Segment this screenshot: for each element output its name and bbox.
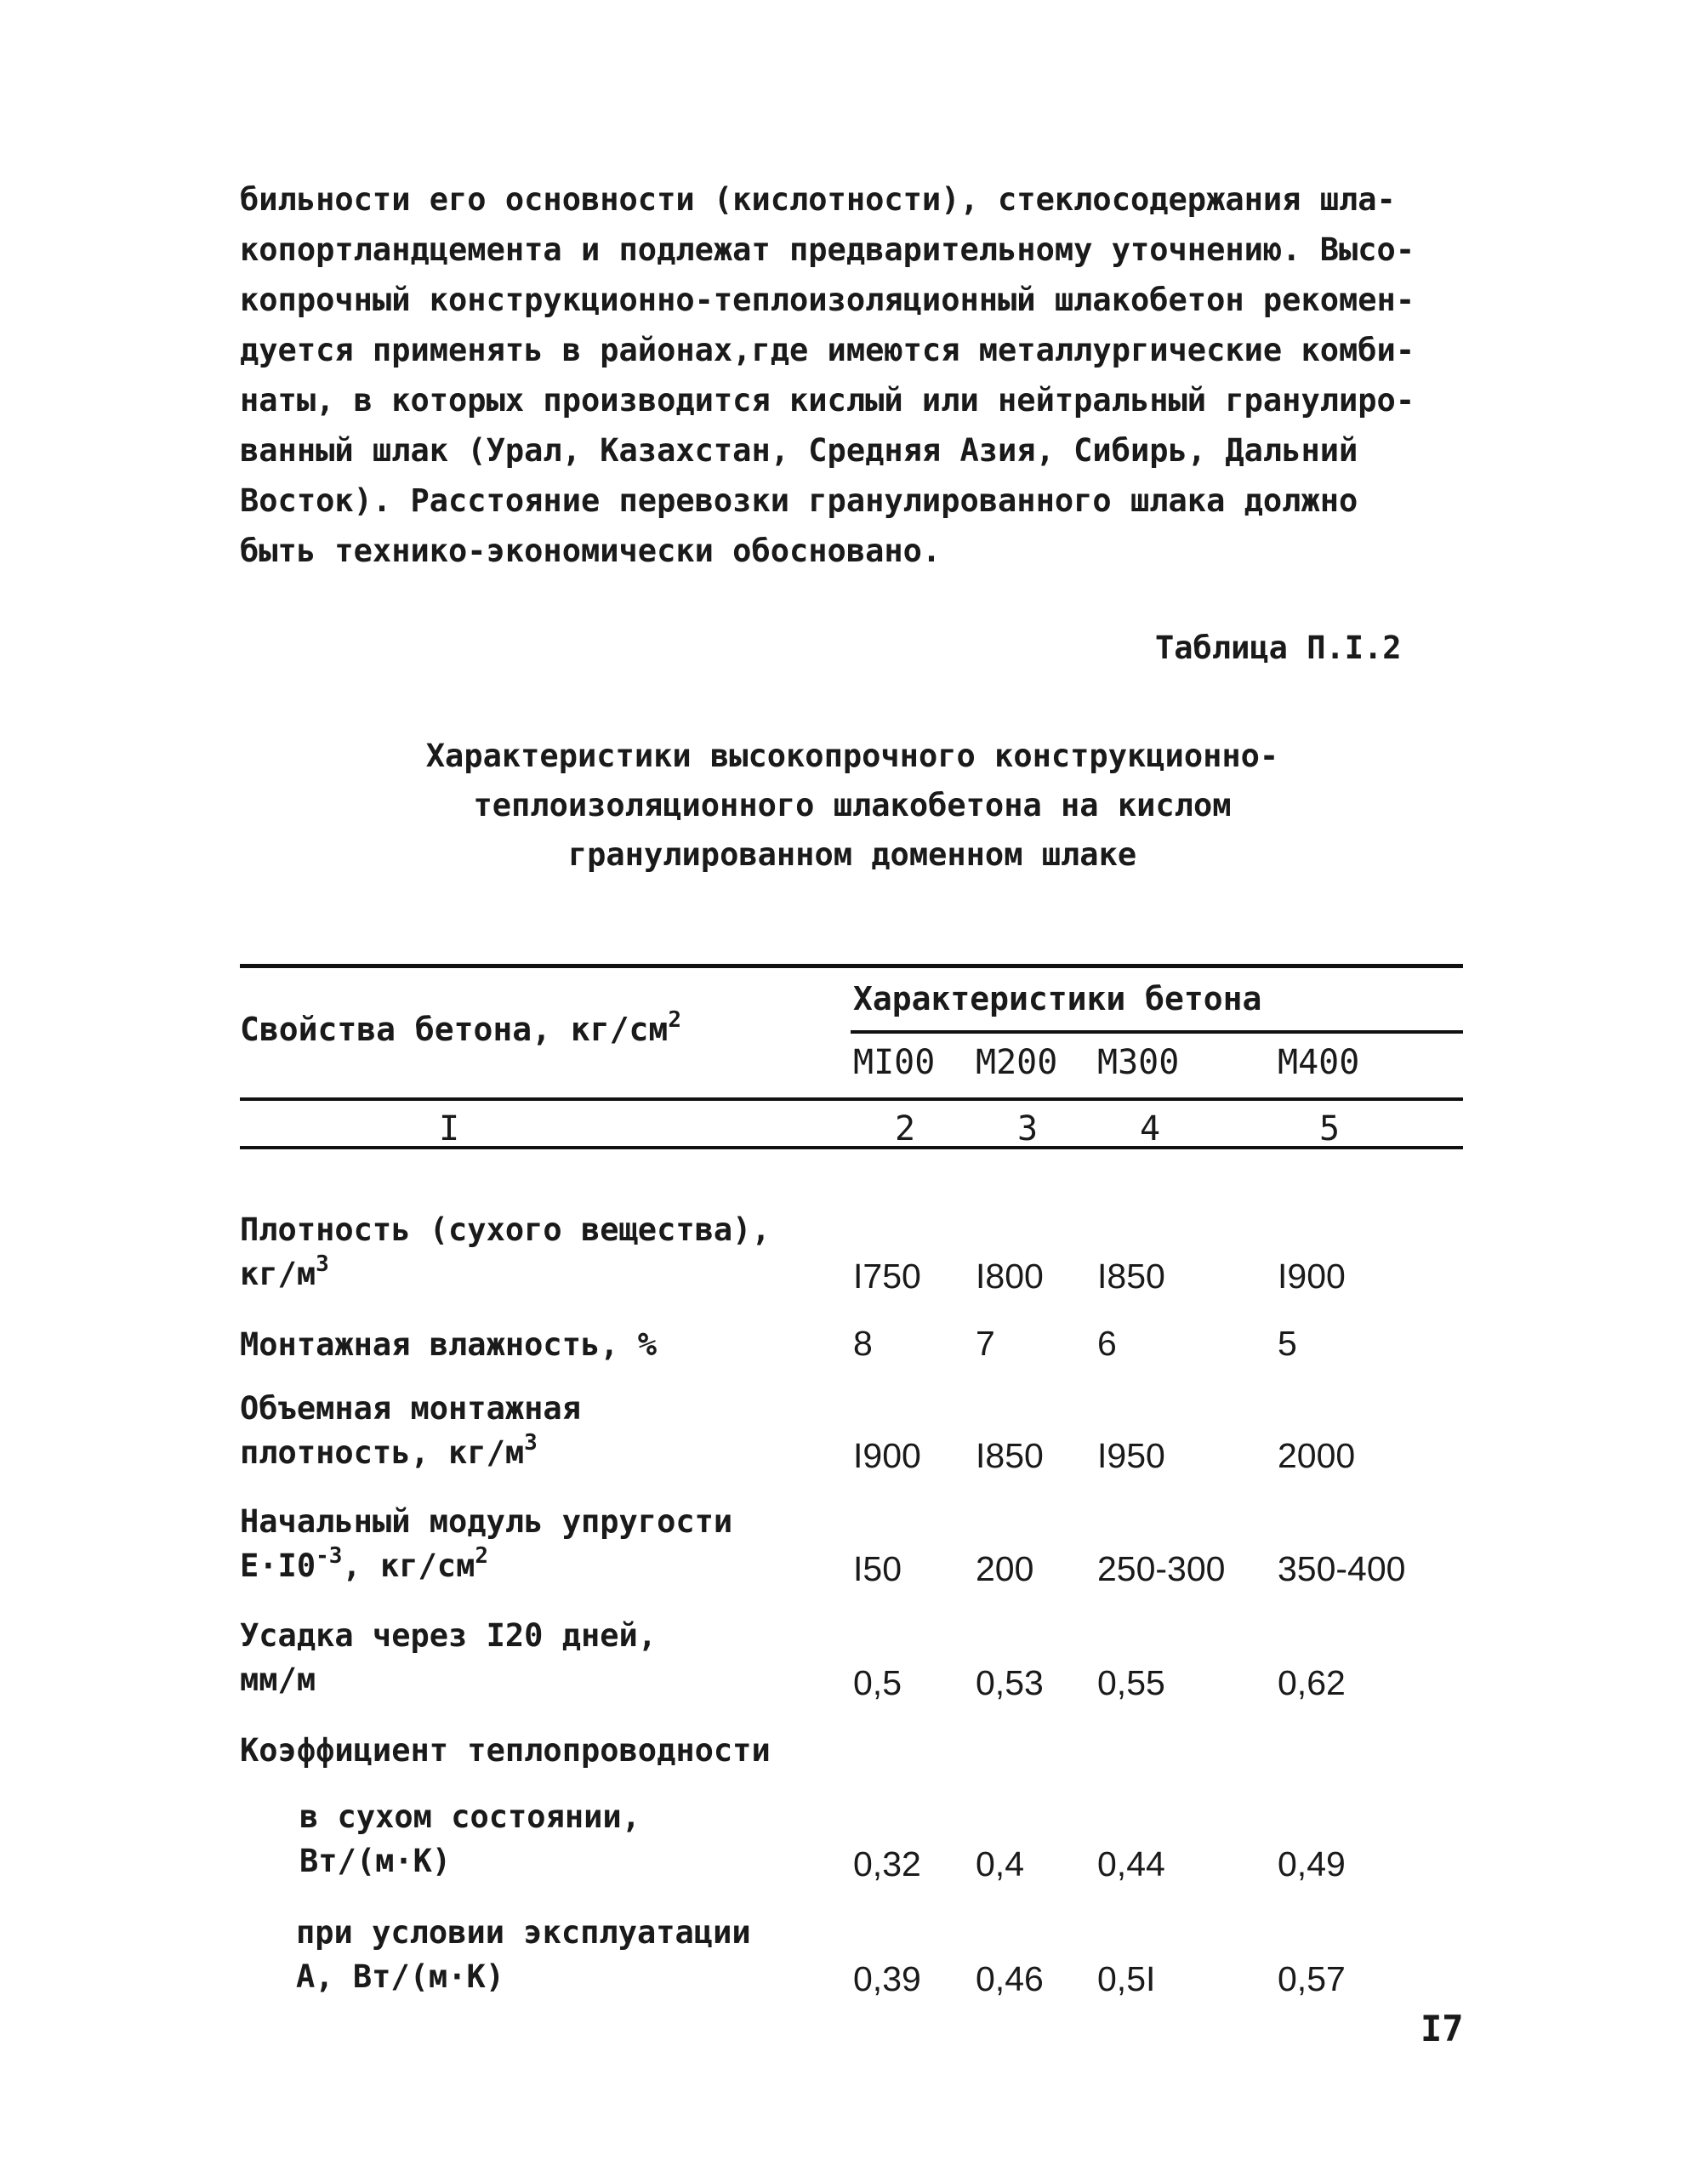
- value-moisture-m100: 8: [853, 1324, 873, 1363]
- row-label-line: Коэффициент теплопроводности: [240, 1732, 771, 1769]
- paragraph-line: наты, в которых производится кислый или нейтральный гранулиро-: [240, 382, 1415, 419]
- value-modulus-m200: 200: [976, 1549, 1034, 1588]
- col-number-2: 2: [895, 1109, 916, 1148]
- row-label-operating: [296, 1911, 751, 1999]
- value-volumetric-m100: I900: [853, 1436, 921, 1475]
- value-dry-m200: 0,4: [976, 1844, 1024, 1884]
- value-operating-m300: 0,5I: [1097, 1959, 1156, 1998]
- row-label-line: А, Вт/(м·К): [296, 1958, 505, 1995]
- value-density-m100: I750: [853, 1257, 921, 1296]
- value-dry-m400: 0,49: [1278, 1844, 1346, 1884]
- row-label-unit: кг/м: [240, 1256, 316, 1292]
- table-top-rule: [240, 964, 1463, 968]
- row-label-line: [240, 1252, 771, 1297]
- header-properties-text: Свойства бетона, кг/см: [240, 1011, 669, 1048]
- row-label-sup: 3: [316, 1251, 329, 1277]
- paragraph-line: бильности его основности (кислотности), стеклосодержания шла-: [240, 181, 1396, 218]
- col-number-5: 5: [1319, 1109, 1341, 1148]
- header-properties: [240, 1007, 681, 1048]
- row-label-thermal-conductivity: [240, 1729, 771, 1773]
- row-label-line: Объемная монтажная: [240, 1390, 581, 1427]
- table-title-line: гранулированном доменном шлаке: [567, 836, 1137, 873]
- value-volumetric-m300: I950: [1097, 1436, 1165, 1475]
- row-label-line: Начальный модуль упругости: [240, 1503, 733, 1540]
- header-properties-sup: 2: [668, 1007, 681, 1033]
- row-label-density: [240, 1208, 771, 1297]
- value-density-m300: I850: [1097, 1257, 1165, 1296]
- row-label-unit: , кг/см: [342, 1547, 475, 1584]
- row-label-line: в сухом состоянии,: [299, 1798, 640, 1835]
- table-title: [240, 732, 1465, 880]
- row-label-unit: E·I0: [240, 1547, 316, 1584]
- value-modulus-m300: 250-300: [1097, 1549, 1226, 1588]
- col-number-3: 3: [1017, 1109, 1039, 1148]
- value-shrinkage-m100: 0,5: [853, 1663, 902, 1702]
- value-moisture-m200: 7: [976, 1324, 995, 1363]
- grade-m400: M400: [1278, 1043, 1360, 1082]
- row-label-line: Вт/(м·К): [299, 1843, 452, 1879]
- page-number: I7: [1420, 2008, 1464, 2049]
- column-numbers-rule: [240, 1146, 1463, 1149]
- header-group-rule: [851, 1030, 1463, 1034]
- value-volumetric-m400: 2000: [1278, 1436, 1356, 1475]
- value-density-m400: I900: [1278, 1257, 1346, 1296]
- row-label-sup: -3: [316, 1543, 343, 1569]
- row-label-line: Монтажная влажность, %: [240, 1326, 658, 1363]
- row-label-shrinkage: [240, 1614, 657, 1702]
- row-label-moisture: [240, 1323, 657, 1367]
- paragraph-line: копрочный конструкционно-теплоизоляционный шлакобетон рекомен-: [240, 282, 1415, 318]
- value-operating-m100: 0,39: [853, 1959, 921, 1998]
- table-title-line: теплоизоляционного шлакобетона на кислом: [473, 787, 1232, 824]
- row-label-line: при условии эксплуатации: [296, 1914, 751, 1951]
- col-number-1: I: [439, 1109, 460, 1148]
- grade-m300: M300: [1097, 1043, 1180, 1082]
- value-operating-m400: 0,57: [1278, 1959, 1346, 1998]
- row-label-line: Плотность (сухого вещества),: [240, 1211, 771, 1248]
- value-moisture-m400: 5: [1278, 1324, 1297, 1363]
- row-label-line: мм/м: [240, 1661, 316, 1698]
- row-label-unit: плотность, кг/м: [240, 1434, 525, 1471]
- table-caption: Таблица П.I.2: [1155, 630, 1402, 666]
- value-moisture-m300: 6: [1097, 1324, 1117, 1363]
- row-label-line: [240, 1544, 732, 1588]
- col-number-4: 4: [1140, 1109, 1161, 1148]
- header-characteristics: Характеристики бетона: [853, 980, 1262, 1017]
- row-label-dry-state: [299, 1795, 640, 1884]
- paragraph-line: копортландцемента и подлежат предварительному уточнению. Высо-: [240, 231, 1415, 268]
- paragraph-line: быть технико-экономически обосновано.: [240, 533, 942, 569]
- grade-m100: MI00: [853, 1043, 936, 1082]
- row-label-sup: 3: [524, 1430, 538, 1456]
- header-bottom-rule: [240, 1097, 1463, 1101]
- grade-m200: M200: [976, 1043, 1058, 1082]
- value-operating-m200: 0,46: [976, 1959, 1044, 1998]
- value-shrinkage-m300: 0,55: [1097, 1663, 1165, 1702]
- table-title-line: Характеристики высокопрочного конструкционно-: [425, 738, 1279, 774]
- value-dry-m100: 0,32: [853, 1844, 921, 1884]
- row-label-line: [240, 1431, 581, 1475]
- paragraph-line: ванный шлак (Урал, Казахстан, Средняя Азия, Сибирь, Дальний: [240, 432, 1358, 469]
- value-modulus-m100: I50: [853, 1549, 902, 1588]
- body-paragraph: [240, 174, 1490, 576]
- row-label-volumetric-density: [240, 1387, 581, 1475]
- value-density-m200: I800: [976, 1257, 1044, 1296]
- value-modulus-m400: 350-400: [1278, 1549, 1406, 1588]
- row-label-line: Усадка через I20 дней,: [240, 1617, 658, 1654]
- value-shrinkage-m400: 0,62: [1278, 1663, 1346, 1702]
- value-dry-m300: 0,44: [1097, 1844, 1165, 1884]
- value-volumetric-m200: I850: [976, 1436, 1044, 1475]
- paragraph-line: дуется применять в районах,где имеются металлургические комби-: [240, 332, 1415, 368]
- value-shrinkage-m200: 0,53: [976, 1663, 1044, 1702]
- row-label-sup: 2: [475, 1543, 489, 1569]
- row-label-modulus: [240, 1500, 732, 1588]
- paragraph-line: Восток). Расстояние перевозки гранулированного шлака должно: [240, 482, 1358, 519]
